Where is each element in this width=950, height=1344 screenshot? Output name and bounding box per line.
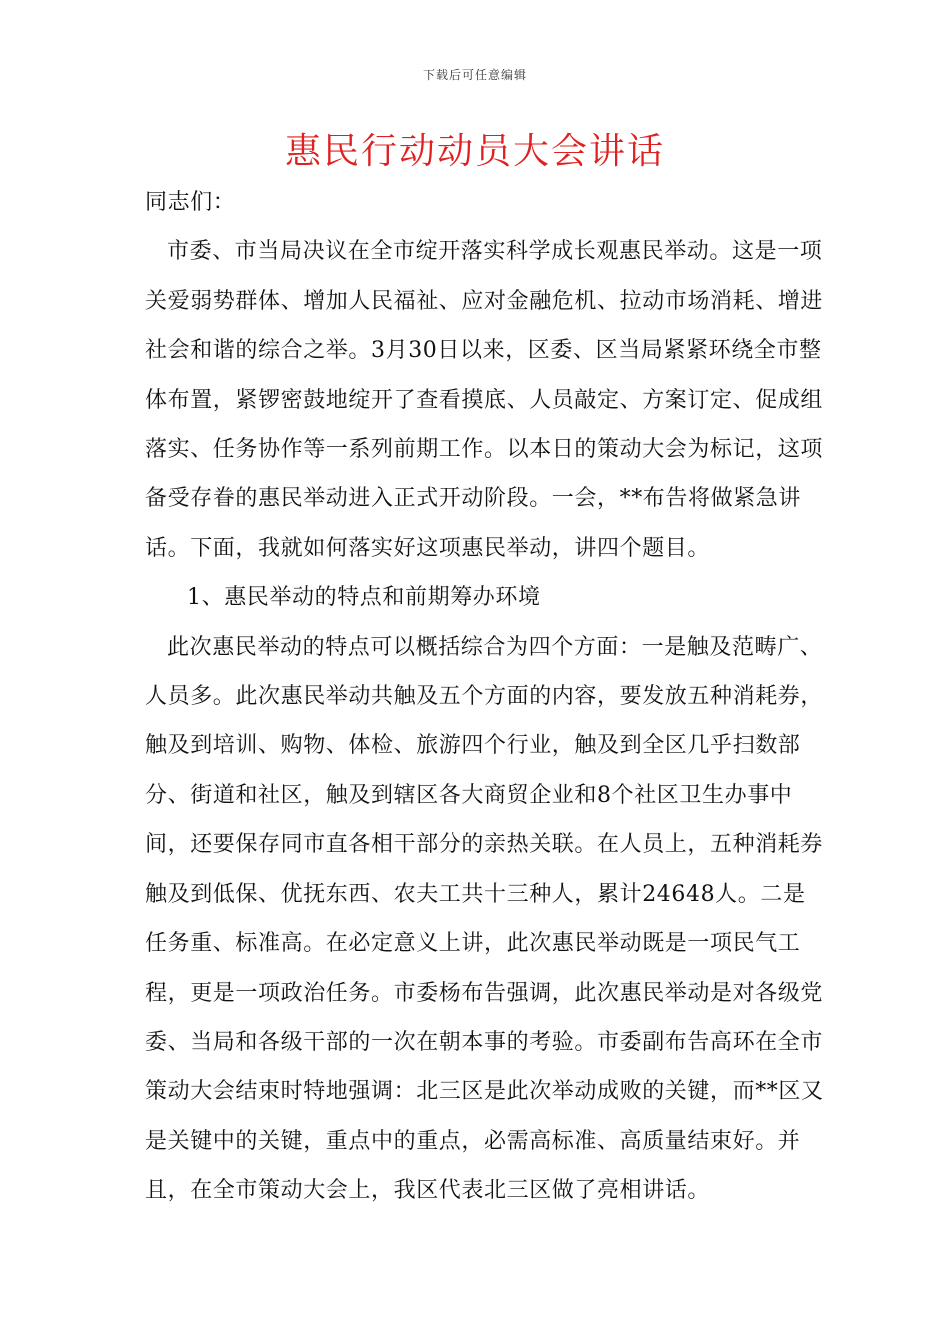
header-note: 下载后可任意编辑 <box>422 68 527 82</box>
salutation: 同志们： <box>145 190 236 215</box>
document-title: 惠民行动动员大会讲话 <box>284 131 665 172</box>
paragraph-intro: 市委、市当局决议在全市绽开落实科学成长观惠民举动。这是一项关爱弱势群体、增加人民福祉、应对金融危机、拉动市场消耗、增进社会和谐的综合之举。3月30日以来，区委、区当局紧紧环绕全市整体布置，紧锣密鼓地绽开了查看摸底、人员敲定、方案订定、促成组落实、任务协作等一系列前期工作。以本日的策动大会为标记，这项备受存眷的惠民举动进入正式开动阶段。一会，**布告将做紧急讲话。下面，我就如何落实好这项惠民举动，讲四个题目。 <box>145 239 824 561</box>
paragraph-section-1: 此次惠民举动的特点可以概括综合为四个方面：一是触及范畴广、人员多。此次惠民举动共触及五个方面的内容，要发放五种消耗券，触及到培训、购物、体检、旅游四个行业，触及到全区几乎扫数部分、街道和社区，触及到辖区各大商贸企业和8个社区卫生办事中间，还要保存同市直各相干部分的亲热关联。在人员上，五种消耗券触及到低保、优抚东西、农夫工共十三种人，累计24648人。二是任务重、标准高。在必定意义上讲，此次惠民举动既是一项民气工程，更是一项政治任务。市委杨布告强调，此次惠民举动是对各级党委、当局和各级干部的一次在朝本事的考验。市委副布告高环在全市策动大会结束时特地强调：北三区是此次举动成败的关键，而**区又是关键中的关键，重点中的重点，必需高标准、高质量结束好。并且，在全市策动大会上，我区代表北三区做了亮相讲话。 <box>145 634 824 1204</box>
document-body <box>145 178 825 1216</box>
section-heading: 1、惠民举动的特点和前期筹办环境 <box>187 585 541 611</box>
